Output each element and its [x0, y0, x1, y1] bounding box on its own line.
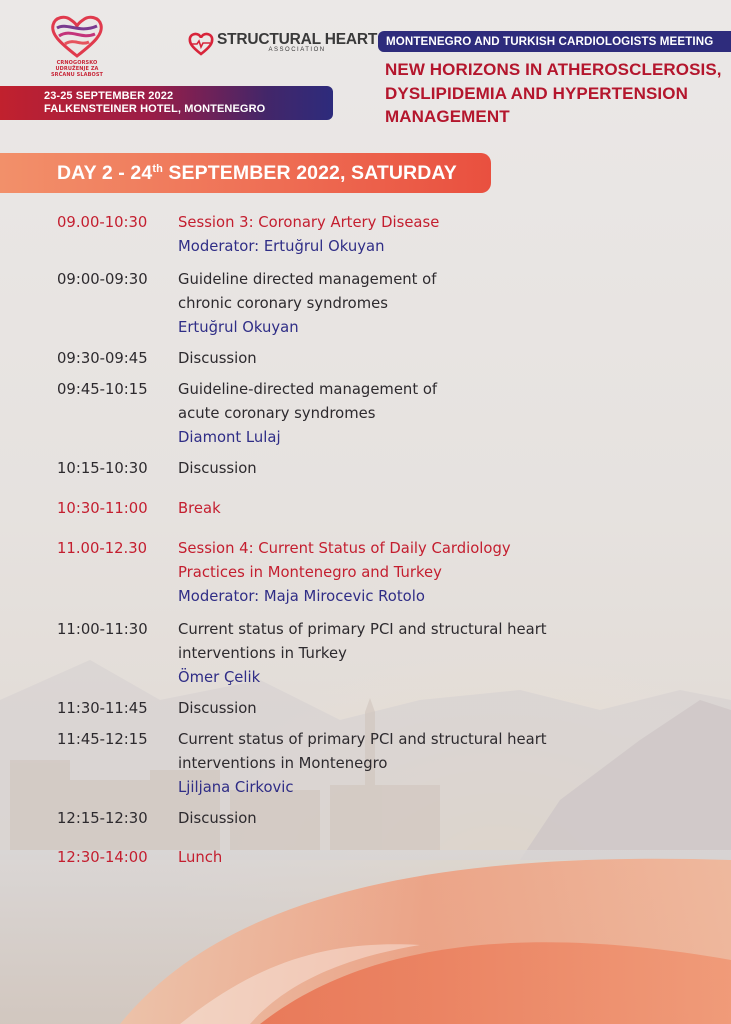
talk-title: interventions in Turkey: [178, 645, 347, 662]
talk-title: Discussion: [178, 350, 257, 367]
talk-time: 12:15-12:30: [57, 810, 148, 827]
speaker: Ljiljana Cirkovic: [178, 779, 294, 796]
session-title: Session 3: Coronary Artery Disease: [178, 214, 440, 231]
talk-time: 11:30-11:45: [57, 700, 148, 717]
break-time: 10:30-11:00: [57, 500, 148, 517]
talk-title: Guideline directed management of: [178, 271, 437, 288]
heart-ribbon-icon: [49, 14, 105, 58]
session-title: Practices in Montenegro and Turkey: [178, 564, 442, 581]
day-suffix: SEPTEMBER 2022, SATURDAY: [162, 162, 457, 184]
talk-time: 09:00-09:30: [57, 271, 148, 288]
moderator: Moderator: Maja Mirocevic Rotolo: [178, 588, 425, 605]
session-time: 09.00-10:30: [57, 214, 148, 231]
talk-title: Discussion: [178, 460, 257, 477]
association-caption: CRNOGORSKO UDRUŽENJE ZA SRČANU SLABOST: [50, 60, 104, 78]
lunch-title: Lunch: [178, 849, 223, 866]
talk-time: 11:00-11:30: [57, 621, 148, 638]
event-date-bar: [0, 86, 333, 120]
partner-sub: ASSOCIATION: [268, 47, 326, 53]
partner-name: STRUCTURAL HEART: [217, 31, 378, 48]
association-logo: [44, 14, 110, 78]
talk-time: 09:30-09:45: [57, 350, 148, 367]
day-prefix: DAY 2 - 24: [57, 162, 153, 184]
moderator: Moderator: Ertuğrul Okuyan: [178, 238, 385, 255]
speaker: Diamont Lulaj: [178, 429, 281, 446]
meeting-badge: MONTENEGRO AND TURKISH CARDIOLOGISTS MEETING: [378, 31, 731, 52]
session-time: 11.00-12.30: [57, 540, 148, 557]
break-title: Break: [178, 500, 221, 517]
talk-title: interventions in Montenegro: [178, 755, 388, 772]
talk-time: 11:45-12:15: [57, 731, 148, 748]
talk-title: acute coronary syndromes: [178, 405, 376, 422]
heart-outline-icon: [188, 32, 214, 56]
talk-title: Guideline-directed management of: [178, 381, 438, 398]
lunch-time: 12:30-14:00: [57, 849, 148, 866]
talk-title: Current status of primary PCI and structural heart: [178, 621, 547, 638]
speaker: Ömer Çelik: [178, 669, 261, 686]
day-banner: [0, 153, 491, 193]
talk-title: chronic coronary syndromes: [178, 295, 388, 312]
title-line: DYSLIPIDEMIA AND HYPERTENSION: [385, 83, 688, 103]
event-venue: FALKENSTEINER HOTEL, MONTENEGRO: [44, 103, 266, 115]
partner-logo: [188, 32, 377, 56]
talk-time: 10:15-10:30: [57, 460, 148, 477]
talk-title: Discussion: [178, 700, 257, 717]
talk-time: 09:45-10:15: [57, 381, 148, 398]
title-line: MANAGEMENT: [385, 107, 510, 126]
speaker: Ertuğrul Okuyan: [178, 319, 299, 336]
day-ordinal: th: [152, 163, 163, 175]
talk-title: Discussion: [178, 810, 257, 827]
title-line: NEW HORIZONS IN ATHEROSCLEROSIS,: [385, 60, 722, 79]
session-title: Session 4: Current Status of Daily Cardiology: [178, 540, 511, 557]
conference-title: [385, 58, 731, 129]
event-dates: 23-25 SEPTEMBER 2022: [44, 90, 174, 102]
talk-title: Current status of primary PCI and structural heart: [178, 731, 547, 748]
